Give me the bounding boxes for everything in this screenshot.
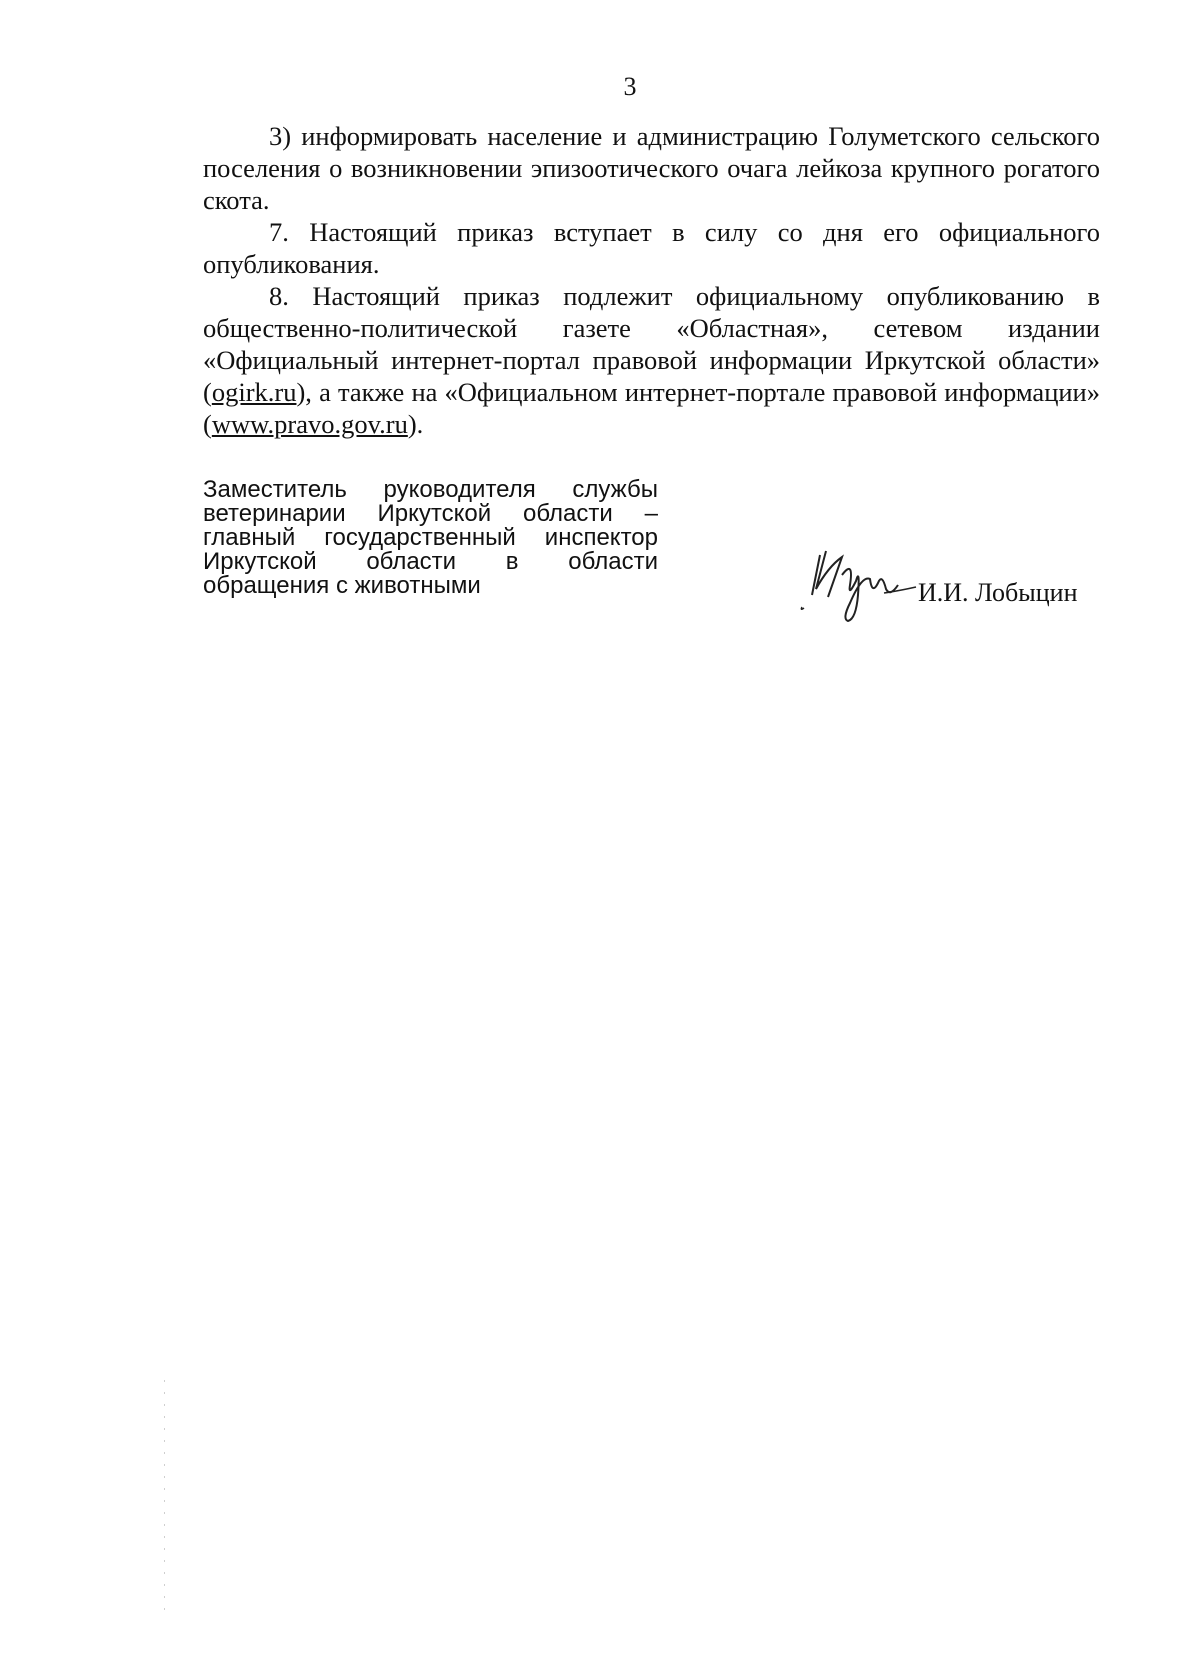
handwritten-signature <box>798 545 928 625</box>
paragraph-text: 7. Настоящий приказ вступает в силу со дня его официального опубликования. <box>203 217 1100 279</box>
signer-name: И.И. Лобыцин <box>918 578 1078 607</box>
paragraph-text: 8. Настоящий приказ подлежит официальному опубликованию в общественно-политической газете «Областная», сетевом издании «Официальный интернет-портал правовой информации Иркутской области» ( <box>203 281 1100 407</box>
paragraph-point-7 <box>203 216 1100 280</box>
position-line: Заместитель руководителя службы <box>203 476 658 503</box>
paragraph-text: 3) информировать население и администрацию Голуметского сельского поселения о возникновении эпизоотического очага лейкоза крупного рогатого скота. <box>203 121 1100 215</box>
paragraph-item-3 <box>203 120 1100 216</box>
ogirk-link[interactable]: ogirk.ru <box>211 377 297 407</box>
paragraph-text: ), а также на «Официальном интернет-портале правовой информации» ( <box>203 377 1100 439</box>
signatory-position <box>203 478 658 598</box>
page-number: 3 <box>623 72 637 101</box>
position-line: ветеринарии Иркутской области – <box>203 500 658 527</box>
scan-artifact <box>163 1380 166 1620</box>
position-line: обращения с животными <box>203 572 481 599</box>
pravo-gov-link[interactable]: www.pravo.gov.ru <box>211 409 408 439</box>
paragraph-text: ). <box>407 409 424 439</box>
position-line: Иркутской области в области <box>203 548 658 575</box>
paragraph-point-8 <box>203 280 1100 440</box>
document-body <box>203 120 1100 440</box>
position-line: главный государственный инспектор <box>203 524 658 551</box>
